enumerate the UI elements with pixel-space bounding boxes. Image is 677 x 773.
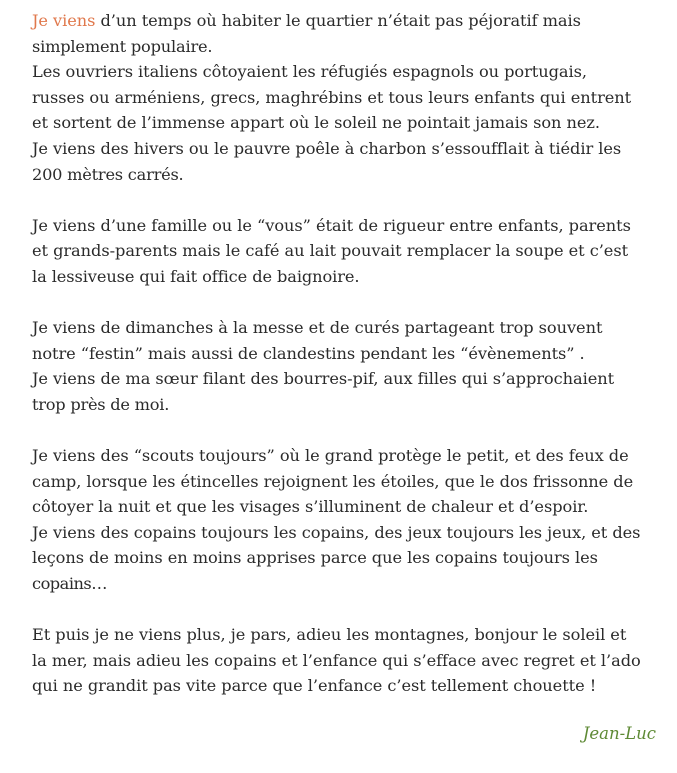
poem-line: et sortent de l’immense appart où le soleil ne pointait jamais son nez.: [32, 113, 600, 133]
poem-line: 200 mètres carrés.: [32, 164, 184, 184]
stanza-gap: [32, 187, 672, 213]
stanza: [32, 8, 672, 187]
poem-line: Je viens d’une famille ou le “vous” était de rigueur entre enfants, parents: [32, 215, 631, 235]
poem-line: Les ouvriers italiens côtoyaient les réfugiés espagnols ou portugais,: [32, 62, 587, 82]
poem-line: Je viens de ma sœur filant des bourres-pif, aux filles qui s’approchaient: [32, 369, 615, 389]
poem-line: la lessiveuse qui fait office de baignoire.: [32, 266, 360, 286]
poem-line: côtoyer la nuit et que les visages s’illuminent de chaleur et d’espoir.: [32, 497, 589, 517]
poem-line: Je viens des “scouts toujours” où le grand protège le petit, et des feux de: [32, 446, 629, 466]
poem-line: russes ou arméniens, grecs, maghrébins et tous leurs enfants qui entrent: [32, 87, 632, 107]
poem-body: [32, 8, 672, 699]
poem-line: et grands-parents mais le café au lait pouvait remplacer la soupe et c’est: [32, 241, 629, 261]
poem-line: leçons de moins en moins apprises parce que les copains toujours les: [32, 548, 598, 568]
accent-phrase: Je viens: [32, 11, 96, 30]
poem-line: Et puis je ne viens plus, je pars, adieu les montagnes, bonjour le soleil et: [32, 625, 627, 645]
poem-line: qui ne grandit pas vite parce que l’enfance c’est tellement chouette !: [32, 676, 597, 696]
poem-line: trop près de moi.: [32, 394, 170, 414]
poem-line: notre “festin” mais aussi de clandestins pendant les “évènements” .: [32, 343, 585, 363]
stanza: [32, 622, 672, 699]
poem-line: copains…: [32, 574, 107, 594]
stanza: [32, 213, 672, 290]
poem-line: simplement populaire.: [32, 36, 213, 56]
poem-line: la mer, mais adieu les copains et l’enfance qui s’efface avec regret et l’ado: [32, 650, 641, 670]
poem-line-text: d’un temps où habiter le quartier n’était pas péjoratif mais: [95, 11, 581, 30]
stanza: [32, 315, 672, 417]
poem-line: Je viens des hivers ou le pauvre poêle à charbon s’essoufflait à tiédir les: [32, 138, 622, 158]
stanza-gap: [32, 597, 672, 623]
poem-line: [32, 8, 672, 34]
author-signature: Jean-Luc: [582, 724, 656, 743]
stanza: [32, 443, 672, 597]
stanza-gap: [32, 418, 672, 444]
poem-line: Je viens des copains toujours les copains, des jeux toujours les jeux, et des: [32, 522, 641, 542]
poem-line: Je viens de dimanches à la messe et de curés partageant trop souvent: [32, 318, 603, 338]
stanza-gap: [32, 290, 672, 316]
poem-line: camp, lorsque les étincelles rejoignent les étoiles, que le dos frissonne de: [32, 471, 634, 491]
